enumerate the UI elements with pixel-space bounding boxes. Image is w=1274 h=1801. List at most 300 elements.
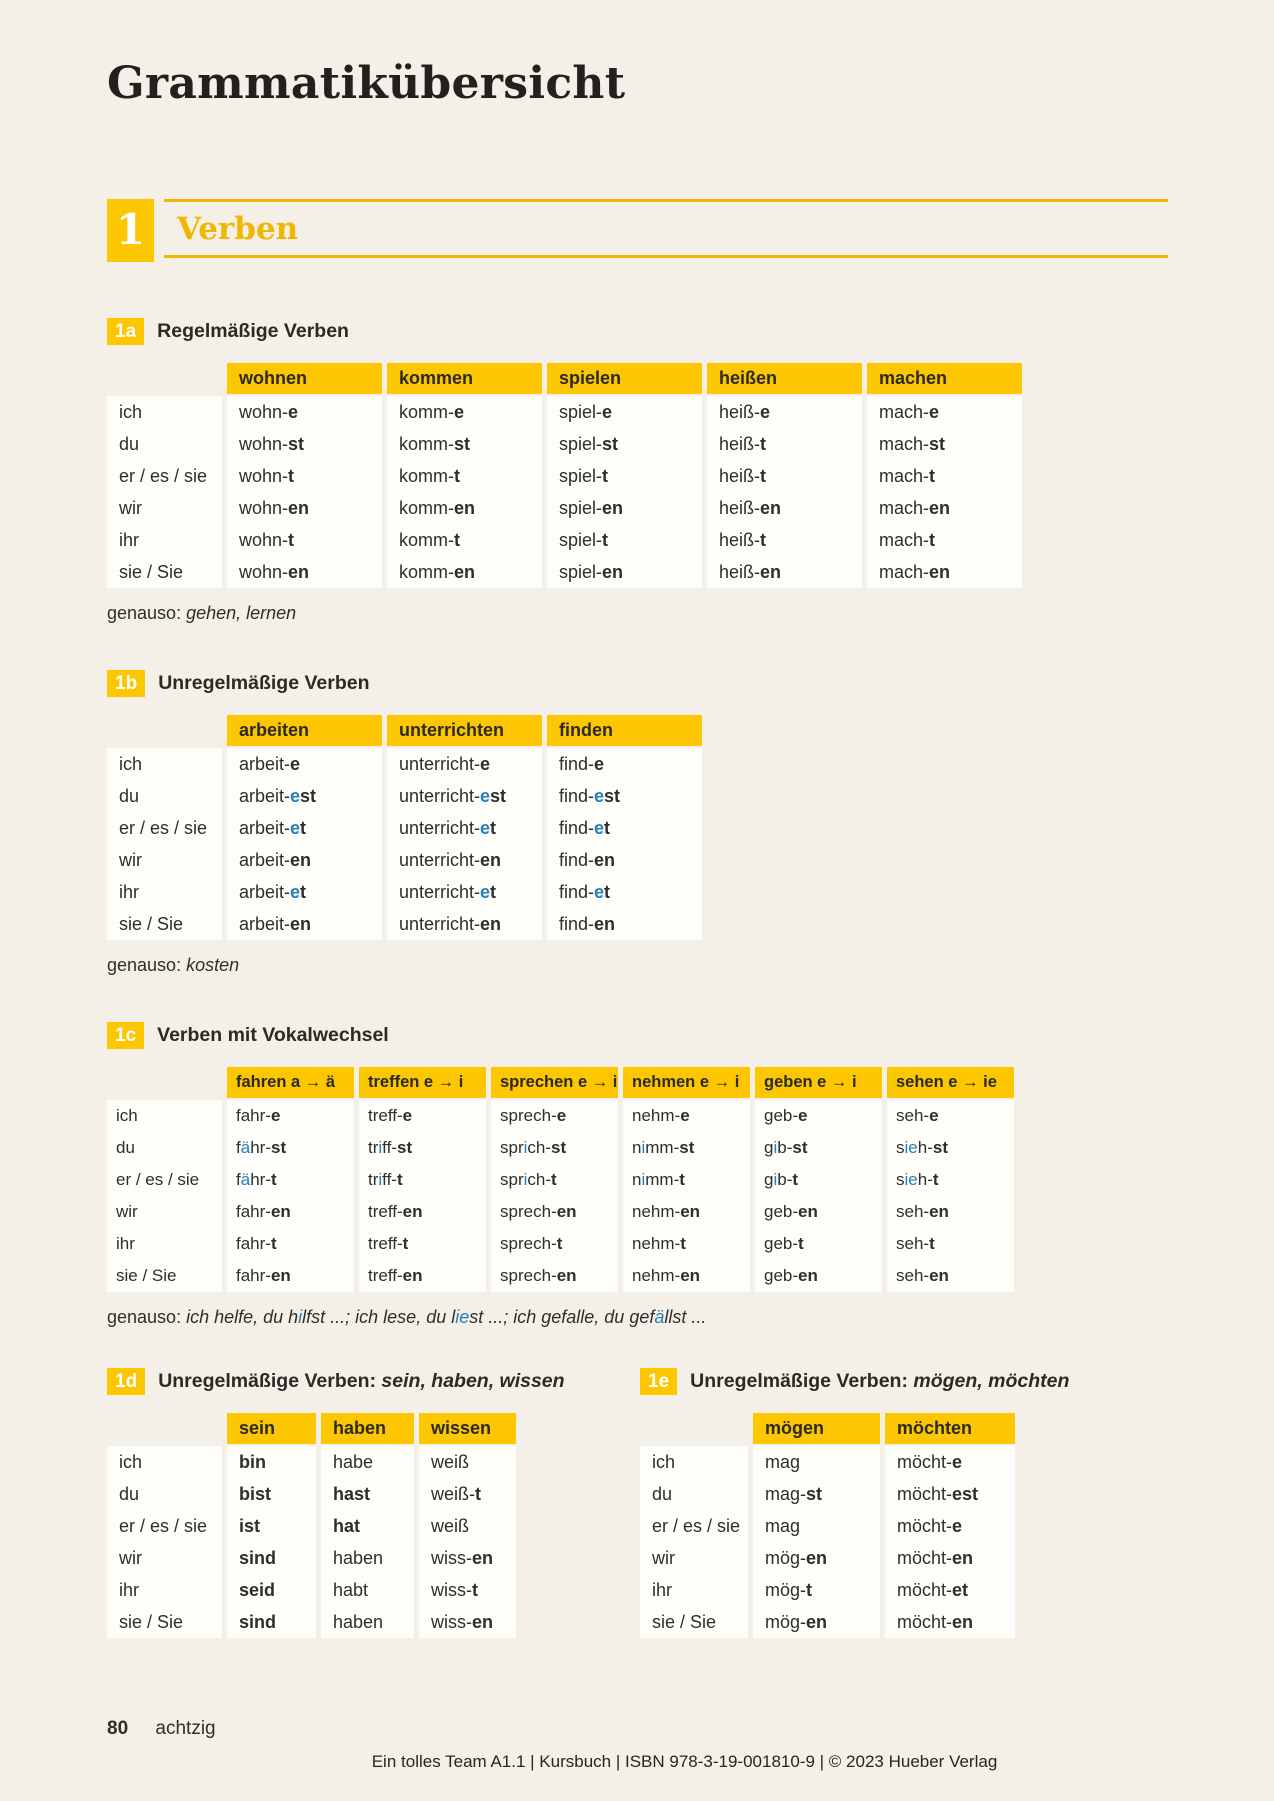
text-segment: st — [551, 1138, 567, 1157]
conjugation-cell — [227, 556, 382, 588]
verb-column — [227, 715, 382, 940]
pronoun-column — [107, 1413, 222, 1638]
conjugation-cell — [419, 1542, 516, 1574]
subsection-1b — [107, 670, 1168, 976]
text-segment: komm- — [399, 434, 454, 454]
text-segment: wohn- — [239, 530, 289, 550]
text-segment: find- — [559, 786, 595, 806]
verb-header-cell: nehmen e → i — [623, 1067, 750, 1098]
text-segment: t — [288, 466, 295, 486]
text-segment: mach- — [879, 498, 930, 518]
text-segment: weiß — [431, 1452, 470, 1472]
conjugation-cell — [547, 844, 702, 876]
subsection-1e-badge: 1e — [640, 1368, 677, 1395]
text-segment: i — [523, 1138, 528, 1157]
verb-column — [359, 1067, 486, 1292]
pronoun-cell: ihr — [640, 1574, 748, 1606]
text-segment: hast — [333, 1484, 371, 1504]
text-segment: ch- — [527, 1170, 552, 1189]
verb-header-cell: sprechen e → i — [491, 1067, 618, 1098]
verb-header-cell: finden — [547, 715, 702, 746]
text-segment: mach- — [879, 402, 930, 422]
text-segment: en — [480, 914, 502, 934]
text-segment: e — [602, 402, 613, 422]
text-segment: mach- — [879, 434, 930, 454]
conjugation-cell — [491, 1260, 618, 1292]
text-segment: unterricht- — [399, 786, 481, 806]
verb-header-cell: treffen e → i — [359, 1067, 486, 1098]
conjugation-cell — [227, 1228, 354, 1260]
text-segment: llst ... — [664, 1307, 707, 1327]
text-segment: find- — [559, 882, 595, 902]
text-segment: t — [475, 1484, 481, 1504]
text-segment: sprech- — [500, 1202, 557, 1221]
conjugation-cell — [867, 492, 1022, 524]
text-segment: en — [290, 914, 312, 934]
pronoun-cell: sie / Sie — [107, 1606, 222, 1638]
conjugation-cell — [885, 1446, 1015, 1478]
verb-column — [887, 1067, 1014, 1292]
text-segment: spiel- — [559, 434, 603, 454]
text-segment: hat — [333, 1516, 360, 1536]
text-segment: t — [396, 1170, 403, 1189]
conjugation-cell — [227, 908, 382, 940]
pronoun-cell: sie / Sie — [107, 1260, 222, 1292]
subsection-1a-title — [157, 320, 349, 343]
conjugation-cell — [885, 1606, 1015, 1638]
text-segment: spiel- — [559, 498, 603, 518]
text-segment: spiel- — [559, 530, 603, 550]
conjugation-cell — [359, 1164, 486, 1196]
pronoun-column — [107, 1067, 222, 1292]
conjugation-cell — [885, 1574, 1015, 1606]
text-segment: find- — [559, 818, 595, 838]
verb-column — [623, 1067, 750, 1292]
conjugation-table-vowel-change-verbs — [107, 1067, 1168, 1292]
text-segment: mach- — [879, 466, 930, 486]
conjugation-cell — [547, 556, 702, 588]
subsection-1d-badge: 1d — [107, 1368, 145, 1395]
text-segment: g — [764, 1170, 774, 1189]
text-segment: i — [378, 1138, 383, 1157]
text-segment: spiel- — [559, 402, 603, 422]
conjugation-cell — [491, 1164, 618, 1196]
text-segment: en — [480, 850, 502, 870]
pronoun-column — [640, 1413, 748, 1638]
subsection-1a-heading — [107, 318, 1168, 345]
conjugation-cell — [419, 1446, 516, 1478]
conjugation-cell — [359, 1132, 486, 1164]
text-segment: st — [806, 1484, 823, 1504]
text-segment: en — [594, 914, 616, 934]
text-segment: mög- — [765, 1548, 807, 1568]
text-segment: st — [604, 786, 621, 806]
text-segment: en — [806, 1612, 828, 1632]
text-segment: mag — [765, 1516, 801, 1536]
text-segment: wohn- — [239, 562, 289, 582]
subsection-1d — [107, 1368, 640, 1638]
text-segment: weiß- — [431, 1484, 475, 1504]
text-segment: komm- — [399, 530, 454, 550]
text-segment: geb- — [764, 1266, 799, 1285]
text-segment: e — [480, 754, 491, 774]
text-segment: unterricht- — [399, 914, 481, 934]
conjugation-cell — [387, 556, 542, 588]
text-segment: en — [760, 498, 782, 518]
text-segment: t — [760, 434, 767, 454]
conjugation-cell — [885, 1542, 1015, 1574]
text-segment: Verben mit Vokalwechsel — [157, 1024, 389, 1046]
conjugation-cell — [359, 1260, 486, 1292]
text-segment: heiß- — [719, 562, 761, 582]
text-segment: ie — [904, 1138, 918, 1157]
text-segment: habe — [333, 1452, 374, 1472]
text-segment: en — [288, 562, 310, 582]
conjugation-cell — [753, 1446, 880, 1478]
text-segment: st — [932, 1138, 948, 1157]
text-segment: geb- — [764, 1202, 799, 1221]
pronoun-cell: sie / Sie — [640, 1606, 748, 1638]
text-segment: e — [480, 786, 491, 806]
text-segment: en — [760, 562, 782, 582]
text-segment: e — [480, 818, 491, 838]
text-segment: fahr- — [236, 1266, 271, 1285]
text-segment: en — [602, 562, 624, 582]
text-segment: komm- — [399, 498, 454, 518]
text-segment: n — [632, 1170, 642, 1189]
text-segment: heiß- — [719, 466, 761, 486]
text-segment: e — [760, 402, 771, 422]
conjugation-cell — [887, 1132, 1014, 1164]
text-segment: e — [454, 402, 465, 422]
verb-header-cell: wohnen — [227, 363, 382, 394]
text-segment: heiß- — [719, 434, 761, 454]
conjugation-cell — [387, 908, 542, 940]
text-segment: en — [270, 1202, 291, 1221]
text-segment: s — [896, 1170, 905, 1189]
text-segment: Unregelmäßige Verben: — [158, 1370, 382, 1392]
conjugation-cell — [227, 1132, 354, 1164]
text-segment: arbeit- — [239, 914, 291, 934]
table-corner-spacer — [107, 363, 222, 394]
text-segment: sprech- — [500, 1106, 557, 1125]
conjugation-cell — [547, 492, 702, 524]
conjugation-cell — [547, 908, 702, 940]
text-segment: komm- — [399, 466, 454, 486]
conjugation-cell — [227, 1542, 316, 1574]
text-segment: find- — [559, 914, 595, 934]
text-segment: en — [402, 1202, 423, 1221]
text-segment: mög- — [765, 1580, 807, 1600]
text-segment: en — [288, 498, 310, 518]
conjugation-cell — [227, 780, 382, 812]
text-segment: mach- — [879, 562, 930, 582]
verb-column — [227, 1413, 316, 1638]
text-segment: weiß — [431, 1516, 470, 1536]
text-segment: möcht- — [897, 1484, 953, 1504]
verb-column — [885, 1413, 1015, 1638]
text-segment: e — [929, 402, 940, 422]
text-segment: st — [792, 1138, 808, 1157]
conjugation-cell — [547, 780, 702, 812]
text-segment: sprech- — [500, 1234, 557, 1253]
conjugation-cell — [227, 428, 382, 460]
pronoun-cell: du — [107, 1478, 222, 1510]
text-segment: e — [290, 818, 301, 838]
conjugation-cell — [707, 460, 862, 492]
text-segment: nehm- — [632, 1266, 681, 1285]
text-segment: tr — [368, 1138, 379, 1157]
conjugation-cell — [359, 1228, 486, 1260]
conjugation-cell — [887, 1260, 1014, 1292]
text-segment: i — [641, 1138, 646, 1157]
pronoun-cell: sie / Sie — [107, 908, 222, 940]
text-segment: seid — [239, 1580, 276, 1600]
verb-header-cell: geben e → i — [755, 1067, 882, 1098]
subsection-1b-badge: 1b — [107, 670, 145, 697]
text-segment: ä — [240, 1138, 251, 1157]
text-segment: ie — [904, 1170, 918, 1189]
text-segment: seh- — [896, 1234, 930, 1253]
verb-header-cell: mögen — [753, 1413, 880, 1444]
text-segment: mach- — [879, 530, 930, 550]
conjugation-cell — [359, 1100, 486, 1132]
conjugation-cell — [359, 1196, 486, 1228]
pronoun-cell: ich — [640, 1446, 748, 1478]
text-segment: Unregelmäßige Verben: — [690, 1370, 914, 1392]
subsection-1a — [107, 318, 1168, 624]
text-segment: möcht- — [897, 1580, 953, 1600]
text-segment: e — [952, 1516, 963, 1536]
text-segment: e — [929, 1106, 939, 1125]
text-segment: st — [288, 434, 305, 454]
conjugation-cell — [753, 1574, 880, 1606]
verb-header-cell: spielen — [547, 363, 702, 394]
pronoun-cell: wir — [107, 1196, 222, 1228]
text-segment: e — [556, 1106, 567, 1125]
text-segment: en — [556, 1266, 577, 1285]
text-segment: bist — [239, 1484, 272, 1504]
pronoun-cell: er / es / sie — [107, 1510, 222, 1542]
text-segment: t — [680, 1234, 686, 1253]
section-title: Verben — [177, 210, 299, 247]
conjugation-cell — [491, 1100, 618, 1132]
text-segment: ä — [654, 1307, 665, 1327]
text-segment: e — [594, 882, 605, 902]
text-segment: komm- — [399, 402, 454, 422]
text-segment: möcht- — [897, 1612, 953, 1632]
text-segment: sprech- — [500, 1266, 557, 1285]
pronoun-cell: du — [640, 1478, 748, 1510]
text-segment: lfst ...; ich lese, du l — [302, 1307, 456, 1327]
conjugation-cell — [707, 428, 862, 460]
pronoun-cell: ihr — [107, 1574, 222, 1606]
text-segment: t — [679, 1170, 685, 1189]
text-segment: treff- — [368, 1202, 403, 1221]
pronoun-cell: ich — [107, 1100, 222, 1132]
subsection-1c-badge: 1c — [107, 1022, 144, 1049]
conjugation-cell — [547, 524, 702, 556]
text-segment: ff- — [382, 1170, 397, 1189]
conjugation-cell — [387, 748, 542, 780]
text-segment: en — [798, 1202, 818, 1221]
text-segment: t — [270, 1234, 277, 1253]
text-segment: gehen, lernen — [186, 603, 297, 623]
conjugation-cell — [623, 1228, 750, 1260]
text-segment: möcht- — [897, 1452, 953, 1472]
conjugation-cell — [867, 396, 1022, 428]
text-segment: st ...; ich gefalle, du gef — [469, 1307, 655, 1327]
text-segment: t — [454, 530, 460, 550]
conjugation-cell — [885, 1478, 1015, 1510]
conjugation-cell — [623, 1132, 750, 1164]
text-segment: t — [490, 882, 497, 902]
text-segment: wiss- — [431, 1548, 472, 1568]
text-segment: t — [932, 1170, 939, 1189]
conjugation-cell — [707, 396, 862, 428]
pronoun-column — [107, 715, 222, 940]
conjugation-cell — [887, 1228, 1014, 1260]
text-segment: e — [290, 754, 301, 774]
conjugation-cell — [867, 460, 1022, 492]
text-segment: en — [929, 498, 951, 518]
text-segment: seh- — [896, 1202, 930, 1221]
verb-header-cell: unterrichten — [387, 715, 542, 746]
note-1b — [107, 955, 1168, 976]
verb-header-cell: sehen e → ie — [887, 1067, 1014, 1098]
text-segment: genauso: — [107, 1307, 187, 1327]
conjugation-cell — [755, 1100, 882, 1132]
text-segment: b- — [777, 1138, 793, 1157]
text-segment: sein, haben, wissen — [381, 1370, 565, 1392]
text-segment: f — [236, 1138, 241, 1157]
text-segment: mögen, möchten — [913, 1370, 1070, 1392]
pronoun-cell: ich — [107, 1446, 222, 1478]
conjugation-cell — [887, 1164, 1014, 1196]
section-banner — [107, 199, 1168, 262]
conjugation-cell — [227, 524, 382, 556]
text-segment: t — [402, 1234, 409, 1253]
text-segment: en — [270, 1266, 291, 1285]
text-segment: est — [952, 1484, 979, 1504]
text-segment: h- — [917, 1170, 933, 1189]
conjugation-cell — [755, 1228, 882, 1260]
text-segment: en — [929, 1202, 949, 1221]
text-segment: en — [556, 1202, 577, 1221]
text-segment: arbeit- — [239, 850, 291, 870]
text-segment: mag- — [765, 1484, 807, 1504]
conjugation-cell — [623, 1100, 750, 1132]
text-segment: t — [556, 1234, 563, 1253]
table-corner-spacer — [107, 1413, 222, 1444]
conjugation-cell — [419, 1606, 516, 1638]
text-segment: e — [594, 754, 605, 774]
text-segment: e — [290, 882, 301, 902]
conjugation-cell — [885, 1510, 1015, 1542]
text-segment: ich helfe, du h — [186, 1307, 299, 1327]
text-segment: en — [454, 562, 476, 582]
pronoun-column — [107, 363, 222, 588]
text-segment: möcht- — [897, 1516, 953, 1536]
pronoun-cell: ich — [107, 396, 222, 428]
text-segment: geb- — [764, 1234, 799, 1253]
conjugation-table-regular-verbs — [107, 363, 1168, 588]
text-segment: ff- — [382, 1138, 397, 1157]
conjugation-cell — [547, 396, 702, 428]
text-segment: ch- — [527, 1138, 552, 1157]
conjugation-cell — [753, 1478, 880, 1510]
note-1a — [107, 603, 1168, 624]
text-segment: ie — [455, 1307, 470, 1327]
subsection-1e-title — [690, 1370, 1069, 1393]
text-segment: heiß- — [719, 498, 761, 518]
text-segment: treff- — [368, 1106, 403, 1125]
text-segment: wohn- — [239, 434, 289, 454]
conjugation-cell — [419, 1478, 516, 1510]
conjugation-cell — [227, 1510, 316, 1542]
pronoun-cell: du — [107, 428, 222, 460]
subsection-1b-heading — [107, 670, 1168, 697]
text-segment: t — [300, 818, 307, 838]
text-segment: g — [764, 1138, 774, 1157]
conjugation-cell — [547, 428, 702, 460]
text-segment: en — [290, 850, 312, 870]
pronoun-cell: wir — [107, 1542, 222, 1574]
conjugation-cell — [321, 1574, 414, 1606]
text-segment: Unregelmäßige Verben — [158, 672, 370, 694]
conjugation-cell — [755, 1260, 882, 1292]
conjugation-cell — [321, 1606, 414, 1638]
text-segment: st — [300, 786, 317, 806]
subsection-1c-heading — [107, 1022, 1168, 1049]
subsection-1b-title — [158, 672, 369, 695]
bottom-two-column-row — [107, 1368, 1168, 1638]
section-banner-rules — [164, 199, 1168, 258]
text-segment: heiß- — [719, 402, 761, 422]
conjugation-cell — [387, 780, 542, 812]
text-segment: wiss- — [431, 1580, 472, 1600]
conjugation-cell — [387, 844, 542, 876]
conjugation-cell — [227, 1100, 354, 1132]
conjugation-cell — [547, 812, 702, 844]
verb-column — [321, 1413, 414, 1638]
conjugation-cell — [623, 1196, 750, 1228]
text-segment: möcht- — [897, 1548, 953, 1568]
text-segment: et — [952, 1580, 969, 1600]
text-segment: kosten — [186, 955, 240, 975]
text-segment: t — [792, 1170, 799, 1189]
text-segment: mag — [765, 1452, 801, 1472]
note-1c — [107, 1307, 1168, 1328]
conjugation-cell — [227, 1606, 316, 1638]
conjugation-cell — [387, 524, 542, 556]
conjugation-cell — [755, 1196, 882, 1228]
table-corner-spacer — [107, 715, 222, 746]
conjugation-cell — [547, 748, 702, 780]
text-segment: en — [680, 1202, 701, 1221]
text-segment: t — [602, 530, 609, 550]
conjugation-cell — [321, 1446, 414, 1478]
conjugation-cell — [867, 428, 1022, 460]
text-segment: e — [680, 1106, 690, 1125]
text-segment: nehm- — [632, 1234, 681, 1253]
text-segment: e — [594, 786, 605, 806]
subsection-1c-title — [157, 1024, 389, 1047]
text-segment: treff- — [368, 1234, 403, 1253]
subsection-1d-heading — [107, 1368, 640, 1395]
pronoun-cell: er / es / sie — [107, 812, 222, 844]
section-number-badge: 1 — [107, 199, 154, 262]
